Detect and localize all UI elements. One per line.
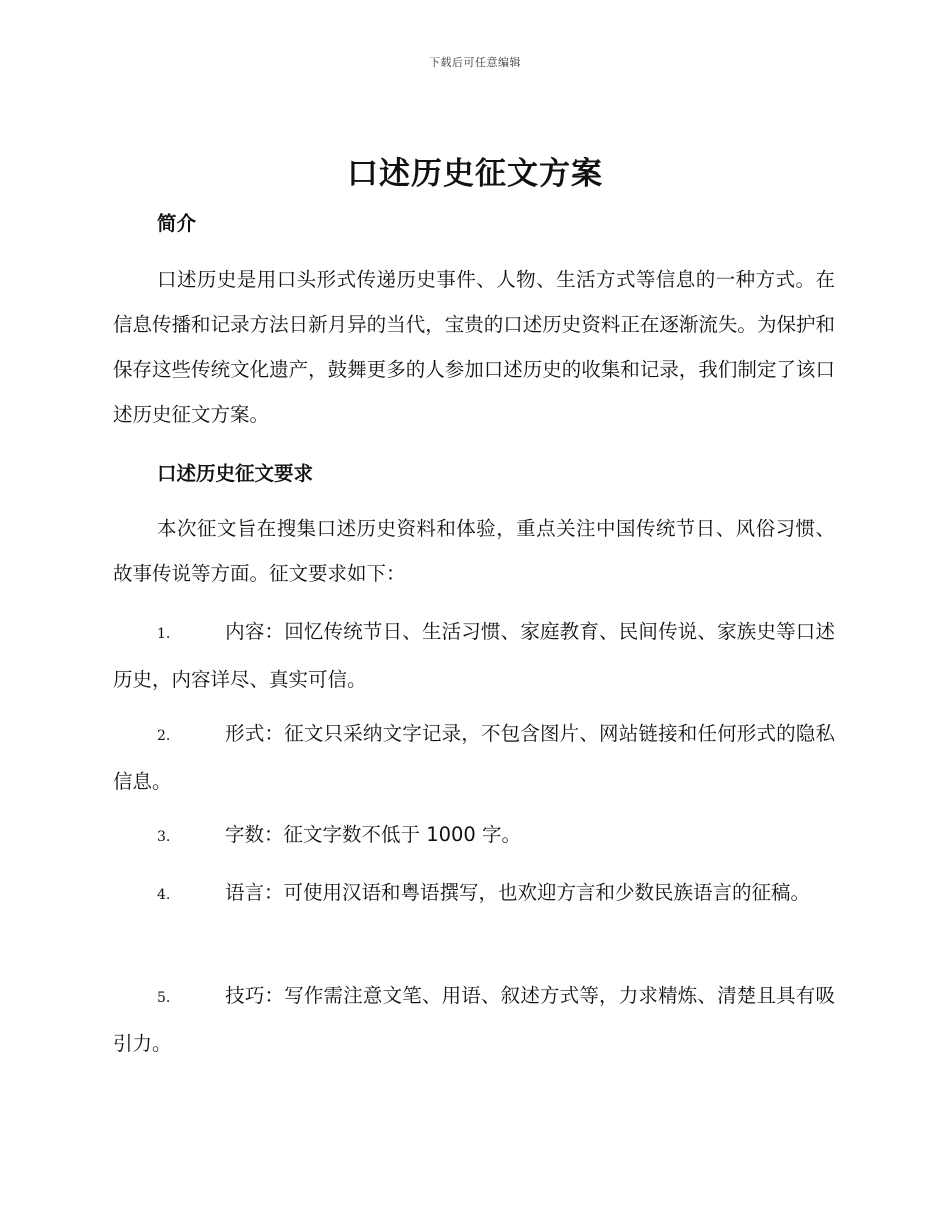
requirement-item xyxy=(113,609,835,702)
requirement-item xyxy=(113,711,835,804)
list-number: 5. xyxy=(157,990,171,1006)
requirement-item xyxy=(113,973,835,1066)
requirements-intro-paragraph: 本次征文旨在搜集口述历史资料和体验，重点关注中国传统节日、风俗习惯、故事传说等方面。征文要求如下： xyxy=(113,517,835,585)
list-number: 2. xyxy=(157,728,171,744)
document-title: 口述历史征文方案 xyxy=(347,156,603,192)
requirement-text: 形式：征文只采纳文字记录，不包含图片、网站链接和任何形式的隐私信息。 xyxy=(113,722,835,793)
section-heading-intro: 简介 xyxy=(157,212,197,235)
header-note: 下载后可任意编辑 xyxy=(429,56,521,69)
list-number: 4. xyxy=(157,887,171,903)
requirement-item xyxy=(113,870,835,918)
list-number: 1. xyxy=(157,626,171,642)
requirement-item xyxy=(113,812,835,860)
requirement-text: 技巧：写作需注意文笔、用语、叙述方式等，力求精炼、清楚且具有吸引力。 xyxy=(113,984,835,1055)
requirement-text: 内容：回忆传统节日、生活习惯、家庭教育、民间传说、家族史等口述历史，内容详尽、真实可信。 xyxy=(113,620,835,691)
intro-paragraph: 口述历史是用口头形式传递历史事件、人物、生活方式等信息的一种方式。在信息传播和记录方法日新月异的当代，宝贵的口述历史资料正在逐渐流失。为保护和保存这些传统文化遗产，鼓舞更多的人参加口述历史的收集和记录，我们制定了该口述历史征文方案。 xyxy=(113,268,835,426)
section-heading-requirements: 口述历史征文要求 xyxy=(157,462,314,485)
list-number: 3. xyxy=(157,829,171,845)
requirement-text: 语言：可使用汉语和粤语撰写，也欢迎方言和少数民族语言的征稿。 xyxy=(225,881,811,904)
requirement-text: 字数：征文字数不低于 1000 字。 xyxy=(225,823,522,846)
